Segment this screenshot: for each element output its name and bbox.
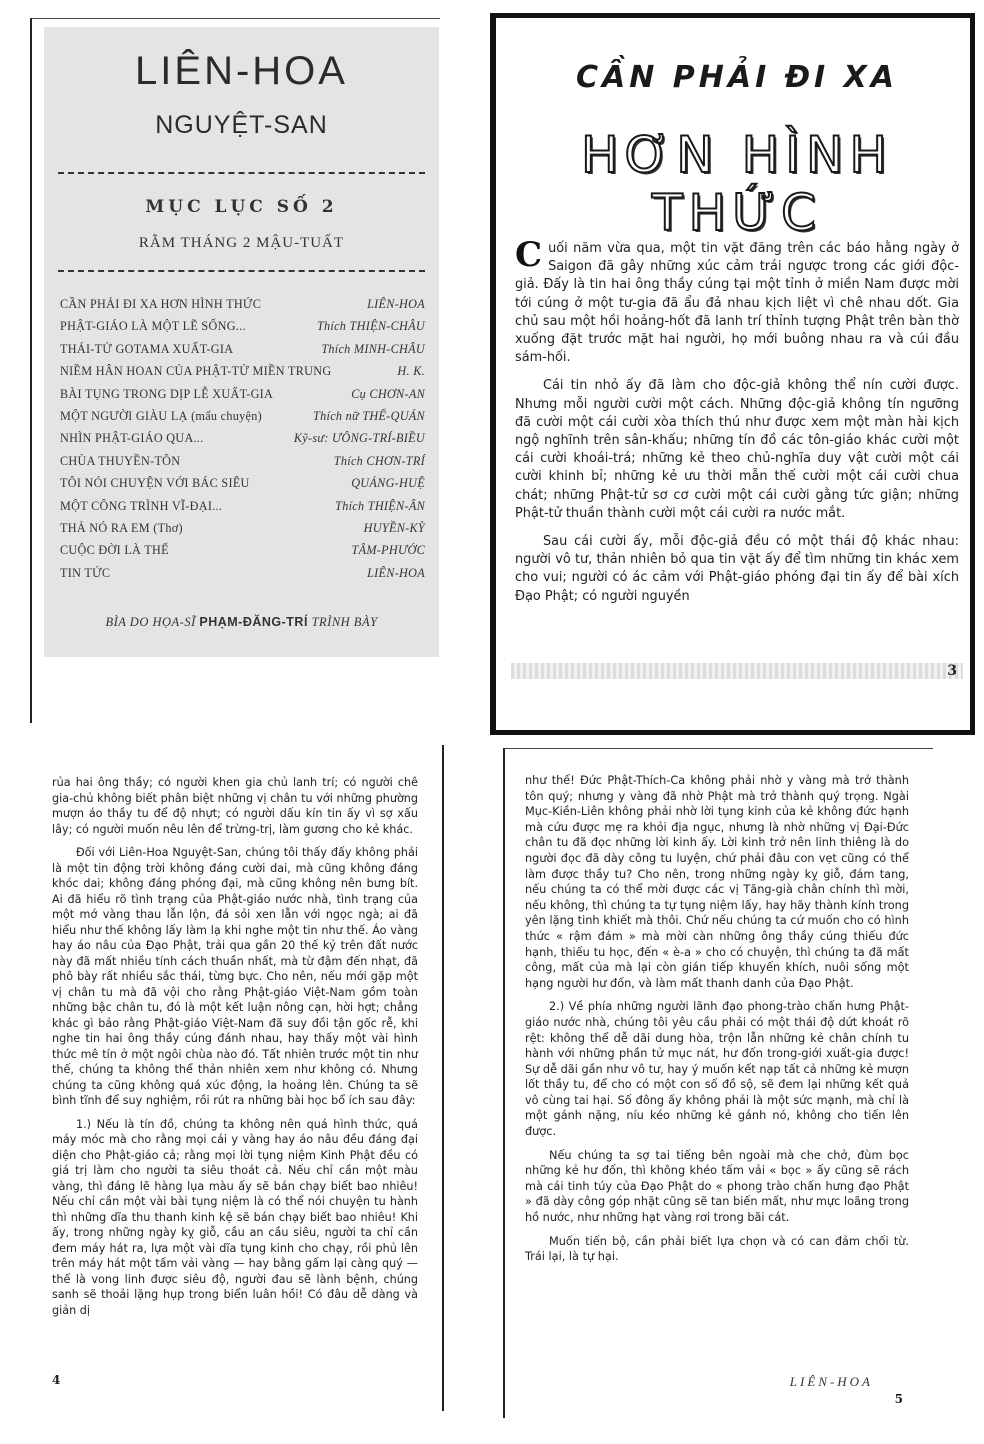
toc-entry-author: HUYỀN-KỲ — [363, 520, 425, 535]
toc-entry-author: Thích MINH-CHÂU — [321, 341, 425, 356]
divider — [58, 270, 425, 272]
toc-entry-title: PHẬT-GIÁO LÀ MỘT LẼ SỐNG... — [60, 319, 246, 334]
toc-heading: MỤC LỤC SỐ 2 — [145, 197, 338, 217]
toc-entry — [60, 364, 425, 386]
toc-entry-title: CHÙA THUYỀN-TÔN — [60, 453, 181, 468]
article-panel — [511, 18, 963, 718]
paragraph — [515, 235, 959, 367]
toc-entry-title: CẦN PHẢI ĐI XA HƠN HÌNH THỨC — [60, 297, 262, 311]
page-number: 4 — [52, 1373, 61, 1387]
toc-entry — [60, 543, 425, 565]
article-page-4 — [24, 745, 444, 1411]
toc-entry — [60, 454, 425, 476]
toc-entry-title: BÀI TỤNG TRONG DỊP LỄ XUẤT-GIA — [60, 386, 274, 401]
toc-entry-author: Thích nữ THỂ-QUÁN — [313, 408, 425, 423]
paragraph: Sau cái cười ấy, mỗi độc-giả đều có một thái độ khác nhau: người vô tư, thản nhiên bỏ qua tin vặt ấy để tìm những tin khác xem cho vui; người có ác cảm với Phật-giáo phóng đại tin ấy để bài xích Đạo Phật; có người nguyền — [515, 534, 959, 604]
paragraph: như thế! Đức Phật-Thích-Ca không phải nhờ y vàng mà trở thành tôn quý; nhưng y vàng đã nhờ Phật mà trở thành quý trọng. Ngài Mục-Kiền-Liên không phải nhờ lời tụng kinh của kẻ không đức hạnh mà cứu được mẹ ra khỏi địa ngục, nhưng là nhờ những vị Đại-Đức chân tu đã đọc những lời kinh ấy. Lời kinh trở nên linh thiêng là do người đọc đã dày công tu luyện, chứ phải đâu con vẹt cũng có thể làm được thầy tu? Cho nên, trong những ngày kỵ giỗ, đám tang, nếu chúng ta có thể mời được các vị Tăng-già chân chính thì mời, nếu không, thì chúng ta tự tụng niệm lấy, hay hãy thành kính trong yên lặng tinh khiết mà thôi. Chứ nếu chúng ta cứ muốn cho có hình thức « rậm đám » mà mời càn những ông thầy cúng thiếu đức hạnh, thiếu tu học, đến « è-a » cho có chuyện, thì chúng ta đã mất công, mất của mà lại còn gián tiếp khuyến khích, nuôi sống một hạng người hư đốn, và làm mất thanh danh của Đạo Phật. — [525, 774, 909, 990]
toc-entry-title: NIỀM HÂN HOAN CỦA PHẬT-TỬ MIỀN TRUNG — [60, 364, 332, 379]
divider — [58, 172, 425, 174]
toc-entry — [60, 409, 425, 431]
toc-entry-title: CUỘC ĐỜI LÀ THẾ — [60, 543, 169, 558]
headline-main: HƠN HÌNH THỨC — [581, 126, 893, 242]
paragraph-text: uối năm vừa qua, một tin vặt đăng trên các báo hằng ngày ở Saigon đã gây những xúc cảm trái ngược trong các giới độc-giả. Đấy là tin hai ông thầy cúng tại một tỉnh ở miền Nam được mời tới cúng ở một tư-gia đã ẩu đả nhau kịch liệt vì chê nhau dốt. Gia chủ sau một hồi hoảng-hốt đã lanh trí thỉnh tượng Phật trên bàn thờ xuống đặt trước mặt hai người, họ mới buông nhau ra và cúi đầu sám-hối. — [515, 241, 959, 366]
toc-entry-author: LIÊN-HOA — [367, 565, 425, 580]
page-number: 5 — [894, 1392, 903, 1406]
cover-artist: PHẠM-ĐĂNG-TRÍ — [199, 615, 308, 629]
magazine-title: LIÊN-HOA — [135, 49, 348, 93]
toc-entry — [60, 387, 425, 409]
toc-entry — [60, 319, 425, 341]
toc-page — [30, 18, 440, 723]
page-number: 3 — [947, 663, 957, 679]
paragraph: Muốn tiến bộ, cần phải biết lựa chọn và có can đảm chối từ. Trái lại, là tự hại. — [525, 1234, 909, 1264]
issue-date: RẰM THÁNG 2 MẬU-TUẤT — [138, 235, 345, 251]
headline-top: CẦN PHẢI ĐI XA — [575, 60, 898, 95]
toc-entry-author: Cụ CHƠN-AN — [351, 386, 425, 401]
article-body — [515, 235, 959, 616]
print-grain — [511, 663, 963, 679]
toc-entry-title: TÔI NÓI CHUYỆN VỚI BÁC SIÊU — [60, 476, 250, 491]
toc-entry-author: Thích THIỆN-CHÂU — [316, 319, 425, 334]
toc-entry — [60, 499, 425, 521]
paragraph: Nếu chúng ta sợ tai tiếng bên ngoài mà che chở, đùm bọc những kẻ hư đốn, thì không khéo tấm vải « bọc » ấy cũng sẽ rách mà cái tinh túy của Đạo Phật do « phong trào chấn hưng đạo Phật » đã dày công góp nhặt cũng sẽ tan biến mất, như mực loãng trong hồ nước, như những hạt vàng rơi trong bãi cát. — [525, 1148, 909, 1225]
toc-entry-author: TÂM-PHƯỚC — [351, 543, 425, 558]
article-column — [525, 773, 909, 1273]
article-column — [52, 775, 418, 1326]
drop-cap: C — [515, 235, 543, 275]
toc-entry — [60, 342, 425, 364]
article-page-5 — [503, 748, 933, 1418]
toc-entry-title: NHÌN PHẬT-GIÁO QUA... — [60, 431, 204, 446]
author-signature: LIÊN-HOA — [789, 1374, 873, 1389]
paragraph: rủa hai ông thầy; có người khen gia chủ lanh trí; có người chê gia-chủ không biết phân biệt những vị chân tu với những phường mượn áo thầy tu để độ nhựt; có người dấu kín tin ấy vì sợ xấu lây; có người muốn nêu lên để trừng-trị, làm gương cho kẻ khác. — [52, 776, 418, 836]
toc-entry-title: THÁI-TỬ GOTAMA XUẤT-GIA — [60, 341, 234, 356]
toc-entry-author: Thích THIỆN-ÂN — [335, 498, 425, 513]
paragraph: 2.) Về phía những người lãnh đạo phong-trào chấn hưng Phật-giáo nước nhà, chúng tôi yêu cầu phải có một thái độ dứt khoát rõ rệt: không thể dễ dãi dung hòa, trộn lẫn những kẻ chân chính tu hành với những phần tử mục nát, hư đốn trong-giới xuất-gia được! Sự dễ dãi gần như vô tư, hay ý muốn kết nạp tất cả những kẻ mượn lốt thầy tu, để cho có một con số đồ sộ, sẽ đem lại những kết quả vô cùng tai hại. Số đông ấy không phải là một sức mạnh, mà chỉ là một gánh nặng, níu kéo những kẻ gánh nó, không cho tiến lên được. — [525, 1000, 909, 1139]
toc-entry-title: TIN TỨC — [60, 565, 111, 580]
cover-credit — [44, 615, 439, 630]
toc-entry-title: MỘT CÔNG TRÌNH VĨ-ĐẠI... — [60, 498, 223, 513]
toc-entry-author: QUẢNG-HUỆ — [351, 476, 425, 491]
cover-credit-post: TRÌNH BÀY — [311, 615, 378, 629]
cover-credit-pre: BÌA DO HỌA-SĨ — [105, 615, 196, 629]
magazine-subtitle: NGUYỆT-SAN — [155, 111, 328, 139]
toc-entry — [60, 521, 425, 543]
article-page-3 — [490, 13, 975, 735]
toc-entry-author: Thích CHƠN-TRÍ — [333, 453, 425, 468]
toc-entry-author: LIÊN-HOA — [367, 297, 425, 311]
toc-entry — [60, 566, 425, 588]
paragraph: Cái tin nhỏ ấy đã làm cho độc-giả không thể nín cười được. Nhưng mỗi người cười một cách. Những độc-giả không tín ngưỡng đã cười một cái cười xòa thích thú như được xem một màn hài kịch ngộ nghĩnh trên sân-khấu; những tín đồ các tôn-giáo khác cười một cái cười khoái-trá; những kẻ theo chủ-nghĩa duy vật cười một cái cười khinh bỉ; những kẻ ưu thời mẫn thế cười một cái cười chua chát; những Phật-tử sơ cơ cười một cái cười gằng tức giận; những Phật-tử thuần thành cười một cái cười ra nước mắt. — [515, 378, 959, 521]
toc-entry-title: THẢ NÓ RA EM (Thơ) — [60, 520, 183, 535]
toc-entry — [60, 297, 425, 319]
toc-entry-author: H. K. — [397, 364, 425, 379]
paragraph: 1.) Nếu là tín đồ, chúng ta không nên quá hình thức, quá máy móc mà cho rằng mọi cái y vàng hay áo nâu đều đáng đại diện cho Phật-giáo cả; rằng mọi lời tụng niệm Kinh Phật đều có giá trị làm cho người ta siêu thoát cả. Nếu chỉ cần một màu vàng, thì đáng lẽ hàng lụa màu ấy sẽ bán chạy biết bao nhiêu! Nếu chỉ cần một vài bài tụng niệm là có thể nói chuyện tu hành thì những dĩa thu thanh kinh kệ sẽ bán chạy biết bao nhiêu! Khi ấy, trong những ngày kỵ giỗ, cầu an cầu siêu, người ta chỉ cần đem máy hát ra, lựa một vài dĩa tụng kinh cho chạy, rồi phủ lên trên máy hát một tấm vải vàng — hay bằng gấm lại càng quý — thế là vong linh được siêu độ, người đau sẽ lành bệnh, chúng sanh sẽ thoải lặng hụp trong biển luân hồi! Có đâu dễ dàng và giản dị — [52, 1117, 418, 1317]
toc-panel — [44, 27, 439, 657]
toc-entry-title: MỘT NGƯỜI GIÀU LẠ (mẩu chuyện) — [60, 408, 263, 423]
toc-entry — [60, 431, 425, 453]
toc-list — [60, 297, 425, 588]
toc-entry — [60, 476, 425, 498]
toc-entry-author: Kỹ-sư: ƯÔNG-TRÍ-BIỀU — [293, 431, 425, 446]
paragraph: Đối với Liên-Hoa Nguyệt-San, chúng tôi thấy đấy không phải là một tin động trời không đáng cười dai, mà cũng không đáng khóc dai; không đáng phóng đại, mà cũng không nên bưng bít. Ai đã hiểu rõ tình trạng của Phật-giáo nước nhà, tình trạng của một mớ vàng thau lẫn lộn, đá sỏi xen lẫn với ngọc ngà; ai đã hiểu như thế không lấy làm lạ khi nghe một tin như thế. Áo vàng hay áo nâu của Đạo Phật, trải qua gần 20 thế kỷ trên đất nước này đã mất nhiều tính cách thuần nhất, mà từ đậm đến nhạt, đã phô bày rất nhiều sắc thái, từng bực. Cho nên, nếu mới gặp một vị chân tu mà đã vội cho rằng Phật-giáo Việt-Nam gồm toàn những bậc chân tu, đó là một kết luận nông cạn, hời hợt; chẳng khác gì bảo rằng Phật-giáo Việt-Nam đã suy đồi tận gốc rễ, khi nghe tin hai ông thầy cúng đánh nhau, hay thấy một vài hình thức mê tín ở một ngôi chùa nào đó. Tất nhiên trước một tin như thế, chúng ta không thể thản nhiên xem như không có. Nhưng chúng ta cũng không quá xúc động, la hoảng lên. Chúng ta sẽ bình tĩnh để suy nghiệm, rồi rút ra những bài học bổ ích sau đây: — [52, 846, 418, 1107]
